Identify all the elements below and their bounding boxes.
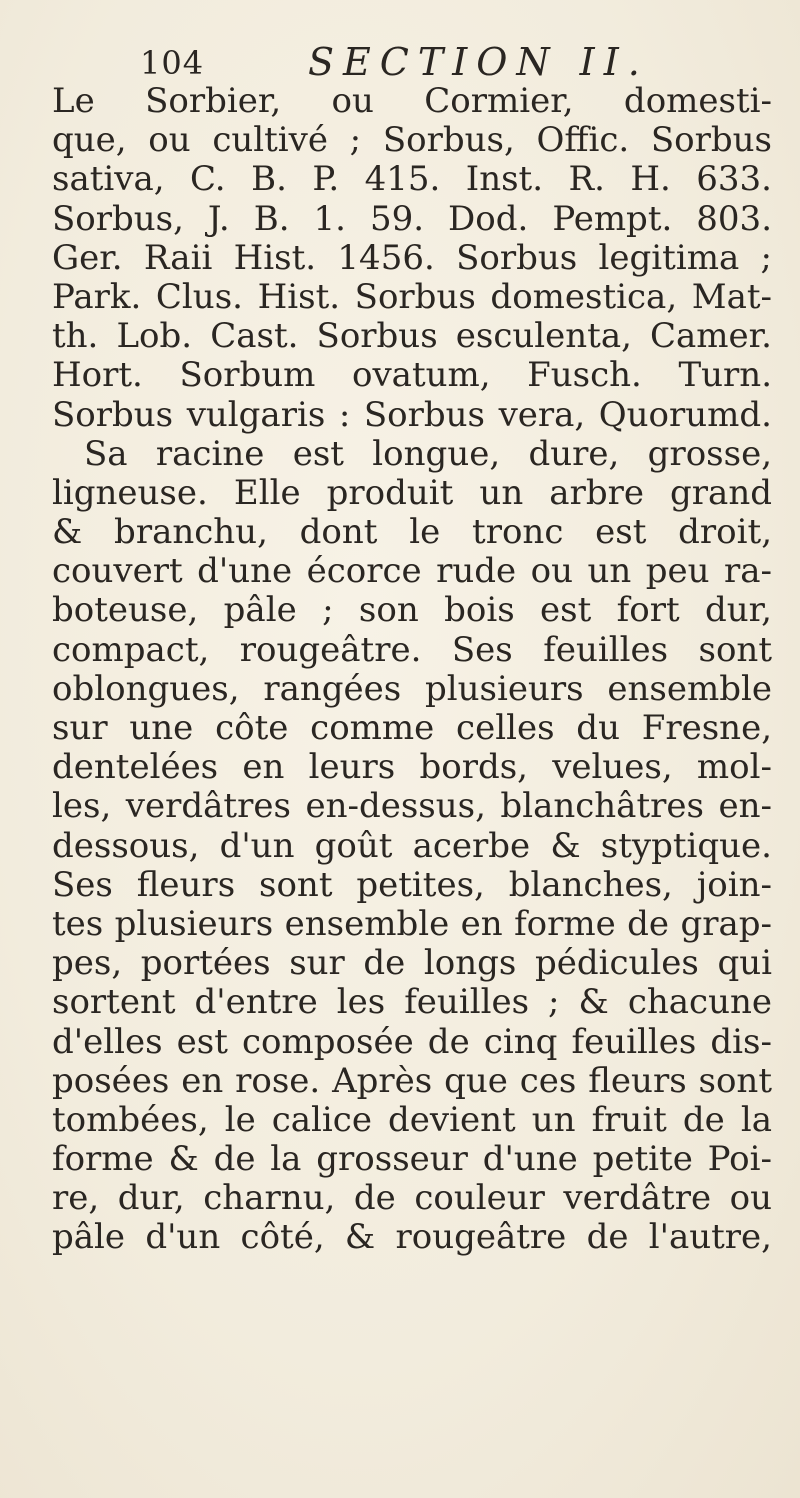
text-line: Park. Clus. Hist. Sorbus domestica, Mat- xyxy=(52,276,772,317)
text-line: Sa racine est longue, dure, grosse, xyxy=(84,433,772,474)
text-line: Sorbus, J. B. 1. 59. Dod. Pempt. 803. xyxy=(52,198,772,239)
text-line: & branchu, dont le tronc est droit, xyxy=(52,512,772,553)
text-line: Hort. Sorbum ovatum, Fusch. Turn. xyxy=(52,355,772,396)
text-line: dentelées en leurs bords, velues, mol- xyxy=(52,747,772,788)
text-line: re, dur, charnu, de couleur verdâtre ou xyxy=(52,1178,772,1219)
section-title: SECTION II. xyxy=(308,40,649,84)
text-line: les, verdâtres en-dessus, blanchâtres en- xyxy=(52,786,772,827)
text-line: Ses fleurs sont petites, blanches, join- xyxy=(52,864,772,905)
text-line: ligneuse. Elle produit un arbre grand xyxy=(52,472,772,513)
text-line: Ger. Raii Hist. 1456. Sorbus legitima ; xyxy=(52,237,772,278)
text-line: Le Sorbier, ou Cormier, domesti- xyxy=(52,81,772,121)
page-number: 104 xyxy=(140,44,205,82)
text-line: dessous, d'un goût acerbe & styptique. xyxy=(52,825,772,866)
text-line: couvert d'une écorce rude ou un peu ra- xyxy=(52,551,772,592)
body-text xyxy=(52,82,772,1258)
text-line: pes, portées sur de longs pédicules qui xyxy=(52,943,772,984)
text-line: que, ou cultivé ; Sorbus, Offic. Sorbus xyxy=(52,120,772,161)
text-line: sortent d'entre les feuilles ; & chacune xyxy=(52,982,772,1023)
text-line: compact, rougeâtre. Ses feuilles sont xyxy=(52,629,772,670)
text-line: d'elles est composée de cinq feuilles dis- xyxy=(52,1021,772,1062)
text-line: tes plusieurs ensemble en forme de grap- xyxy=(52,903,772,944)
text-line: sativa, C. B. P. 415. Inst. R. H. 633. xyxy=(52,159,772,200)
text-line: posées en rose. Après que ces fleurs sont xyxy=(52,1060,772,1101)
text-line: pâle d'un côté, & rougeâtre de l'autre, xyxy=(52,1217,772,1258)
text-line: sur une côte comme celles du Fresne, xyxy=(52,708,772,748)
text-line: boteuse, pâle ; son bois est fort dur, xyxy=(52,590,772,631)
text-line: th. Lob. Cast. Sorbus esculenta, Camer. xyxy=(52,316,772,357)
text-line: oblongues, rangées plusieurs ensemble xyxy=(52,668,772,709)
text-line: tombées, le calice devient un fruit de la xyxy=(52,1099,772,1140)
text-line: Sorbus vulgaris : Sorbus vera, Quorumd. xyxy=(52,394,772,435)
text-line: forme & de la grosseur d'une petite Poi- xyxy=(52,1139,772,1180)
